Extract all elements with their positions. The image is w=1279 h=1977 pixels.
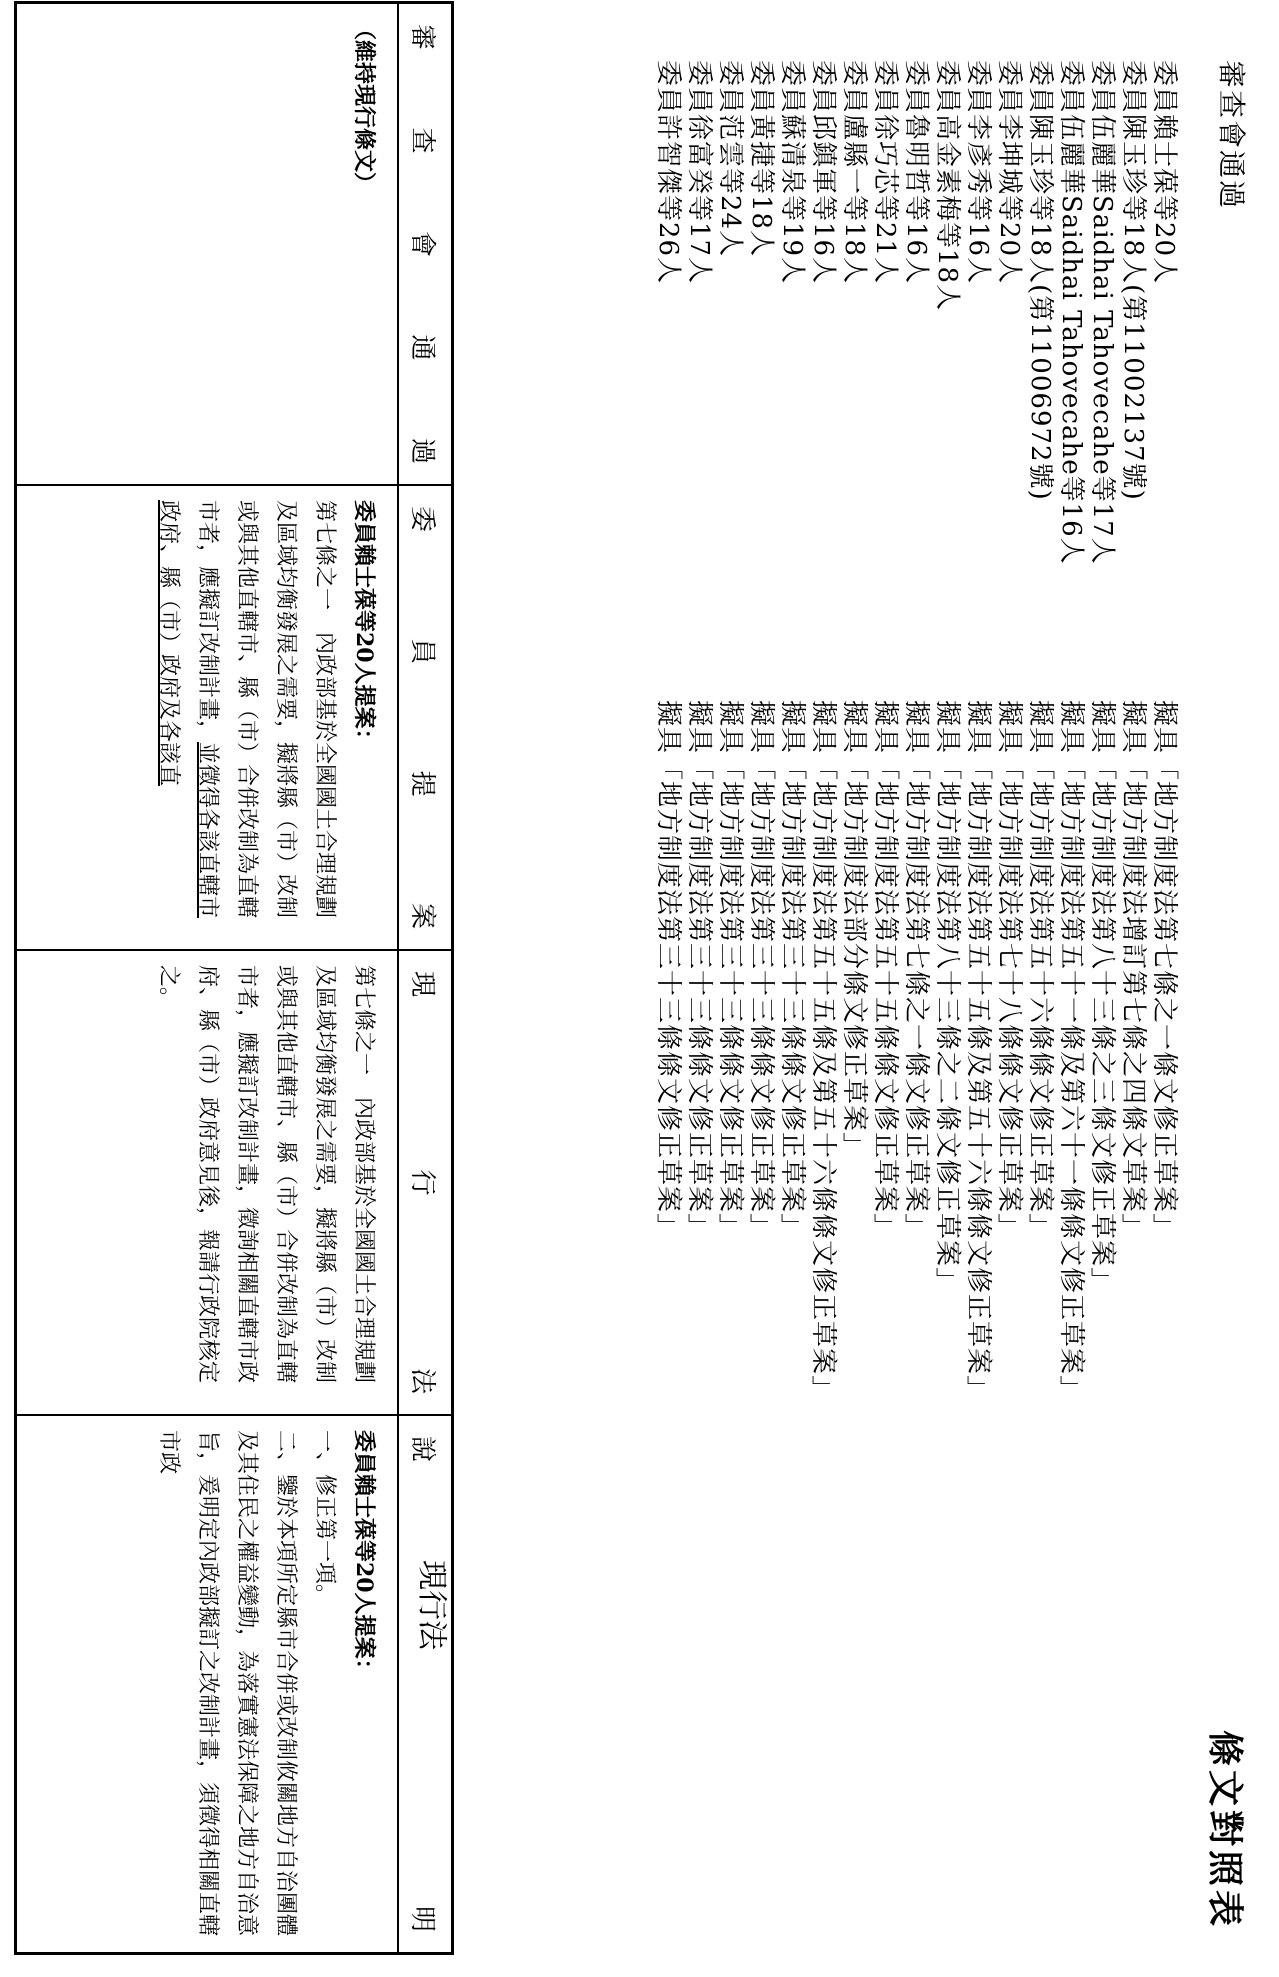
bill-title: 擬具「地方制度法第三十三條條文修正草案」 xyxy=(777,700,807,1241)
list-item xyxy=(745,60,776,1740)
caption-left: 審查會通過 xyxy=(1215,60,1248,211)
bill-title: 擬具「地方制度法第五十五條及第五十六條條文修正草案」 xyxy=(808,700,838,1403)
bill-title: 擬具「地方制度法第三十三條條文修正草案」 xyxy=(684,700,714,1241)
committee-text: （維持現行條文） xyxy=(351,18,377,195)
list-item xyxy=(869,60,900,1740)
proposer: 委員徐巧芯等21人 xyxy=(870,60,900,285)
proposer: 委員盧縣一等18人 xyxy=(839,60,869,285)
bill-title: 擬具「地方制度法部分條文修正草案」 xyxy=(839,700,869,1160)
bill-title: 擬具「地方制度法第五十六條條文修正草案」 xyxy=(1025,700,1055,1241)
list-item xyxy=(900,60,931,1740)
list-item xyxy=(993,60,1024,1740)
list-item xyxy=(1086,60,1117,1740)
proposal-text: 委員賴士葆等20人提案： 第七條之一 內政部基於全國國土合理規劃及區域均衡發展之需要，擬將縣（市）改制或與其他直轄市、縣（市）合併改制為直轄市者，應擬訂改制計畫，並徵得各該直轄市政府、縣（市）政府及各該直 xyxy=(156,500,377,919)
list-item xyxy=(683,60,714,1740)
list-item xyxy=(807,60,838,1740)
bill-title: 擬具「地方制度法第七條之一條文修正草案」 xyxy=(901,700,931,1241)
bill-title: 擬具「地方制度法第七十八條條文修正草案」 xyxy=(994,700,1024,1241)
document-title: 條文對照表 xyxy=(1204,1730,1246,1931)
proposer: 委員黃捷等18人 xyxy=(746,60,776,258)
header-explanation: 說 明 xyxy=(397,1416,451,1952)
proposer: 委員伍麗華Saidhai Tahovecahe等17人 xyxy=(1087,60,1117,565)
list-item xyxy=(652,60,683,1740)
bill-title: 擬具「地方制度法第五十五條條文修正草案」 xyxy=(870,700,900,1241)
proposer: 委員范雲等24人 xyxy=(715,60,745,258)
proposer: 委員李坤城等20人 xyxy=(994,60,1024,285)
bill-title: 擬具「地方制度法第三十三條條文修正草案」 xyxy=(715,700,745,1241)
caption xyxy=(1213,60,1253,210)
bill-title: 擬具「地方制度法增訂第七條之四條文草案」 xyxy=(1118,700,1148,1241)
proposer: 委員邱鎮軍等16人 xyxy=(808,60,838,285)
list-item xyxy=(1055,60,1086,1740)
proposer: 委員賴士葆等20人 xyxy=(1149,60,1179,285)
explanation-text: 委員賴士葆等20人提案： 一、修正第一項。 二、鑒於本項所定縣市合併或改制攸關地方自治團體及其住民之權益變動，為落實憲法保障之地方自治意旨，爰明定內政部擬訂之改制計畫，須徵得相關直轄市政 xyxy=(156,1430,377,1937)
proposer: 委員高金素梅等18人 xyxy=(932,60,962,312)
header-proposal: 委 員 提 案 xyxy=(397,486,451,949)
bill-list xyxy=(652,60,1179,1740)
list-item xyxy=(931,60,962,1740)
bill-title: 擬具「地方制度法第五十一條及第六十一條條文修正草案」 xyxy=(1056,700,1086,1403)
proposer: 委員徐富癸等17人 xyxy=(684,60,714,285)
list-item xyxy=(1117,60,1148,1740)
proposer: 委員許智傑等26人 xyxy=(653,60,683,285)
proposer: 委員蘇清泉等19人 xyxy=(777,60,807,285)
bill-title: 擬具「地方制度法第八十三條之二條文修正草案」 xyxy=(932,700,962,1295)
list-item xyxy=(1148,60,1179,1740)
list-item xyxy=(838,60,869,1740)
list-item xyxy=(962,60,993,1740)
current-law-text: 第七條之一 內政部基於全國國土合理規劃及區域均衡發展之需要，擬將縣（市）改制或與其他直轄市、縣（市）合併改制為直轄市者，應擬訂改制計畫，徵詢相關直轄市政府、縣（市）政府意見後，報請行政院核定之。 xyxy=(156,965,376,1384)
list-item xyxy=(714,60,745,1740)
comparison-table xyxy=(14,1,454,1955)
bill-title: 擬具「地方制度法第三十三條條文修正草案」 xyxy=(746,700,776,1241)
proposer: 委員陳玉珍等18人(第11002137號) xyxy=(1118,60,1148,501)
bill-title: 擬具「地方制度法第三十三條條文修正草案」 xyxy=(653,700,683,1241)
proposer: 委員陳玉珍等18人(第11006972號) xyxy=(1025,60,1055,501)
bill-title: 擬具「地方制度法第五十五條及第五十六條條文修正草案」 xyxy=(963,700,993,1403)
bill-title: 擬具「地方制度法第七條之一條文修正草案」 xyxy=(1149,700,1179,1241)
proposer: 委員伍麗華Saidhai Tahovecahe等16人 xyxy=(1056,60,1086,565)
bill-tail: 現行法 xyxy=(414,1560,449,1650)
header-committee: 審 查 會 通 過 xyxy=(397,4,451,484)
list-item xyxy=(1024,60,1055,1740)
proposer: 委員魯明哲等16人 xyxy=(901,60,931,285)
header-current-law: 現 行 法 xyxy=(397,951,451,1414)
bill-title: 擬具「地方制度法第八十三條之三條文修正草案」 xyxy=(1087,700,1117,1295)
list-item xyxy=(776,60,807,1740)
proposer: 委員李彥秀等16人 xyxy=(963,60,993,285)
